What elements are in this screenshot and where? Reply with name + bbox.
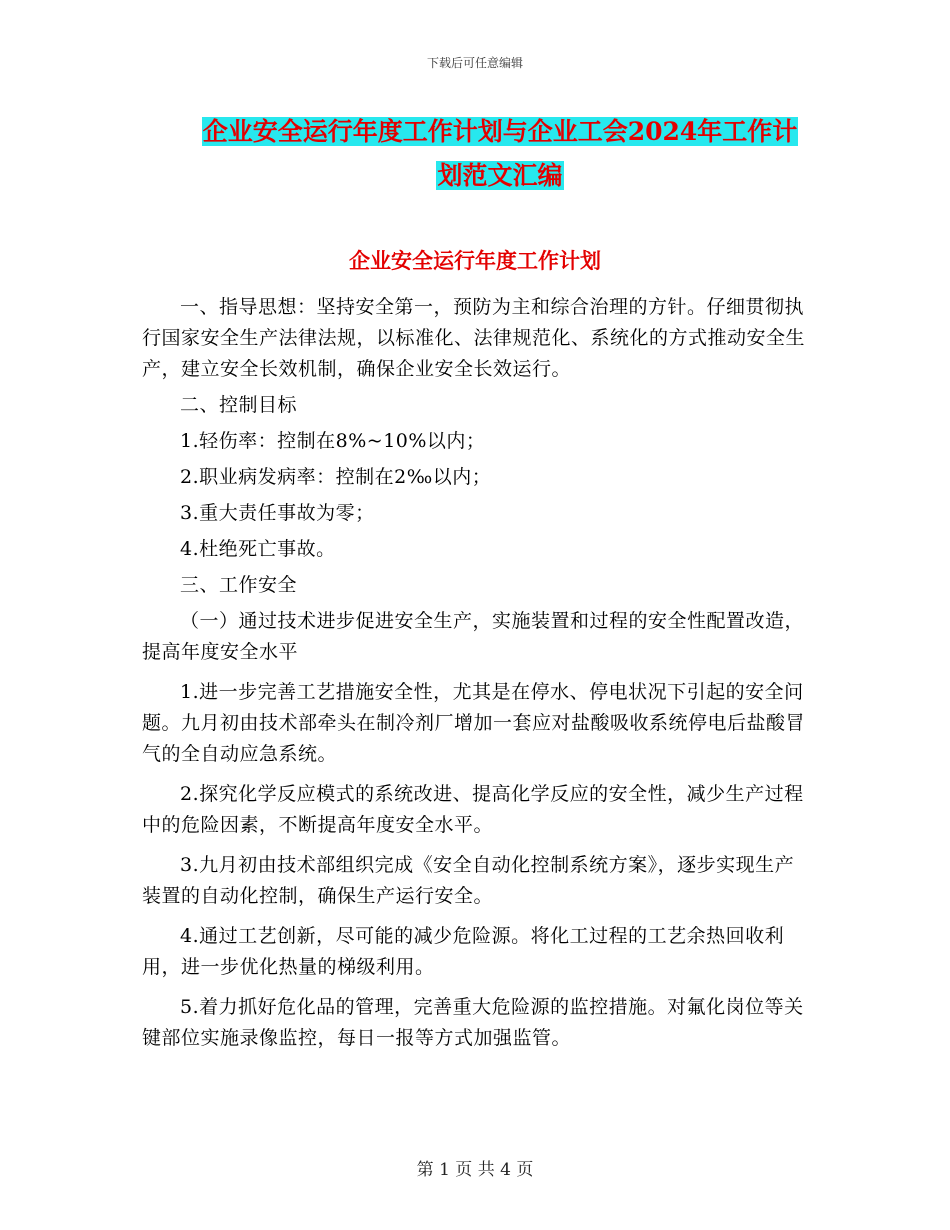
section-title: 企业安全运行年度工作计划 [349,248,601,273]
paragraph-item-2: 2.探究化学反应模式的系统改进、提高化学反应的安全性，减少生产过程中的危险因素，不断提高年度安全水平。 [142,783,804,836]
paragraph-target-4: 4.杜绝死亡事故。 [180,538,336,560]
paragraph-item-3: 3.九月初由技术部组织完成《安全自动化控制系统方案》，逐步实现生产装置的自动化控制，确保生产运行安全。 [142,854,795,907]
document-title-line-2: 划范文汇编 [437,161,563,190]
paragraph-item-5: 5.着力抓好危化品的管理，完善重大危险源的监控措施。对氟化岗位等关键部位实施录像监控，每日一报等方式加强监管。 [142,996,804,1049]
document-body [142,292,810,1054]
paragraph-target-2: 2.职业病发病率：控制在2‰以内； [180,466,492,488]
page-header-note: 下载后可任意编辑 [426,56,523,70]
paragraph-item-1: 1.进一步完善工艺措施安全性，尤其是在停水、停电状况下引起的安全问题。九月初由技术部牵头在制冷剂厂增加一套应对盐酸吸收系统停电后盐酸冒气的全自动应急系统。 [142,681,806,765]
paragraph-control-targets-heading: 二、控制目标 [180,394,298,416]
paragraph-item-4: 4.通过工艺创新，尽可能的减少危险源。将化工过程的工艺余热回收利用，进一步优化热量的梯级利用。 [142,925,785,978]
document-title [140,110,860,198]
paragraph-target-3: 3.重大责任事故为零； [180,502,375,524]
page-number-footer: 第 1 页 共 4 页 [416,1160,534,1180]
paragraph-work-safety-heading: 三、工作安全 [180,574,298,596]
paragraph-target-1: 1.轻伤率：控制在8%~10%以内； [180,430,486,452]
paragraph-guiding-thought: 一、指导思想：坚持安全第一，预防为主和综合治理的方针。仔细贯彻执行国家安全生产法律法规，以标准化、法律规范化、系统化的方式推动安全生产，建立安全长效机制，确保企业安全长效运行。 [142,296,806,380]
document-title-line-1: 企业安全运行年度工作计划与企业工会2024年工作计 [202,117,798,146]
paragraph-subsection-1: （一）通过技术进步促进安全生产，实施装置和过程的安全性配置改造，提高年度安全水平 [142,610,805,663]
